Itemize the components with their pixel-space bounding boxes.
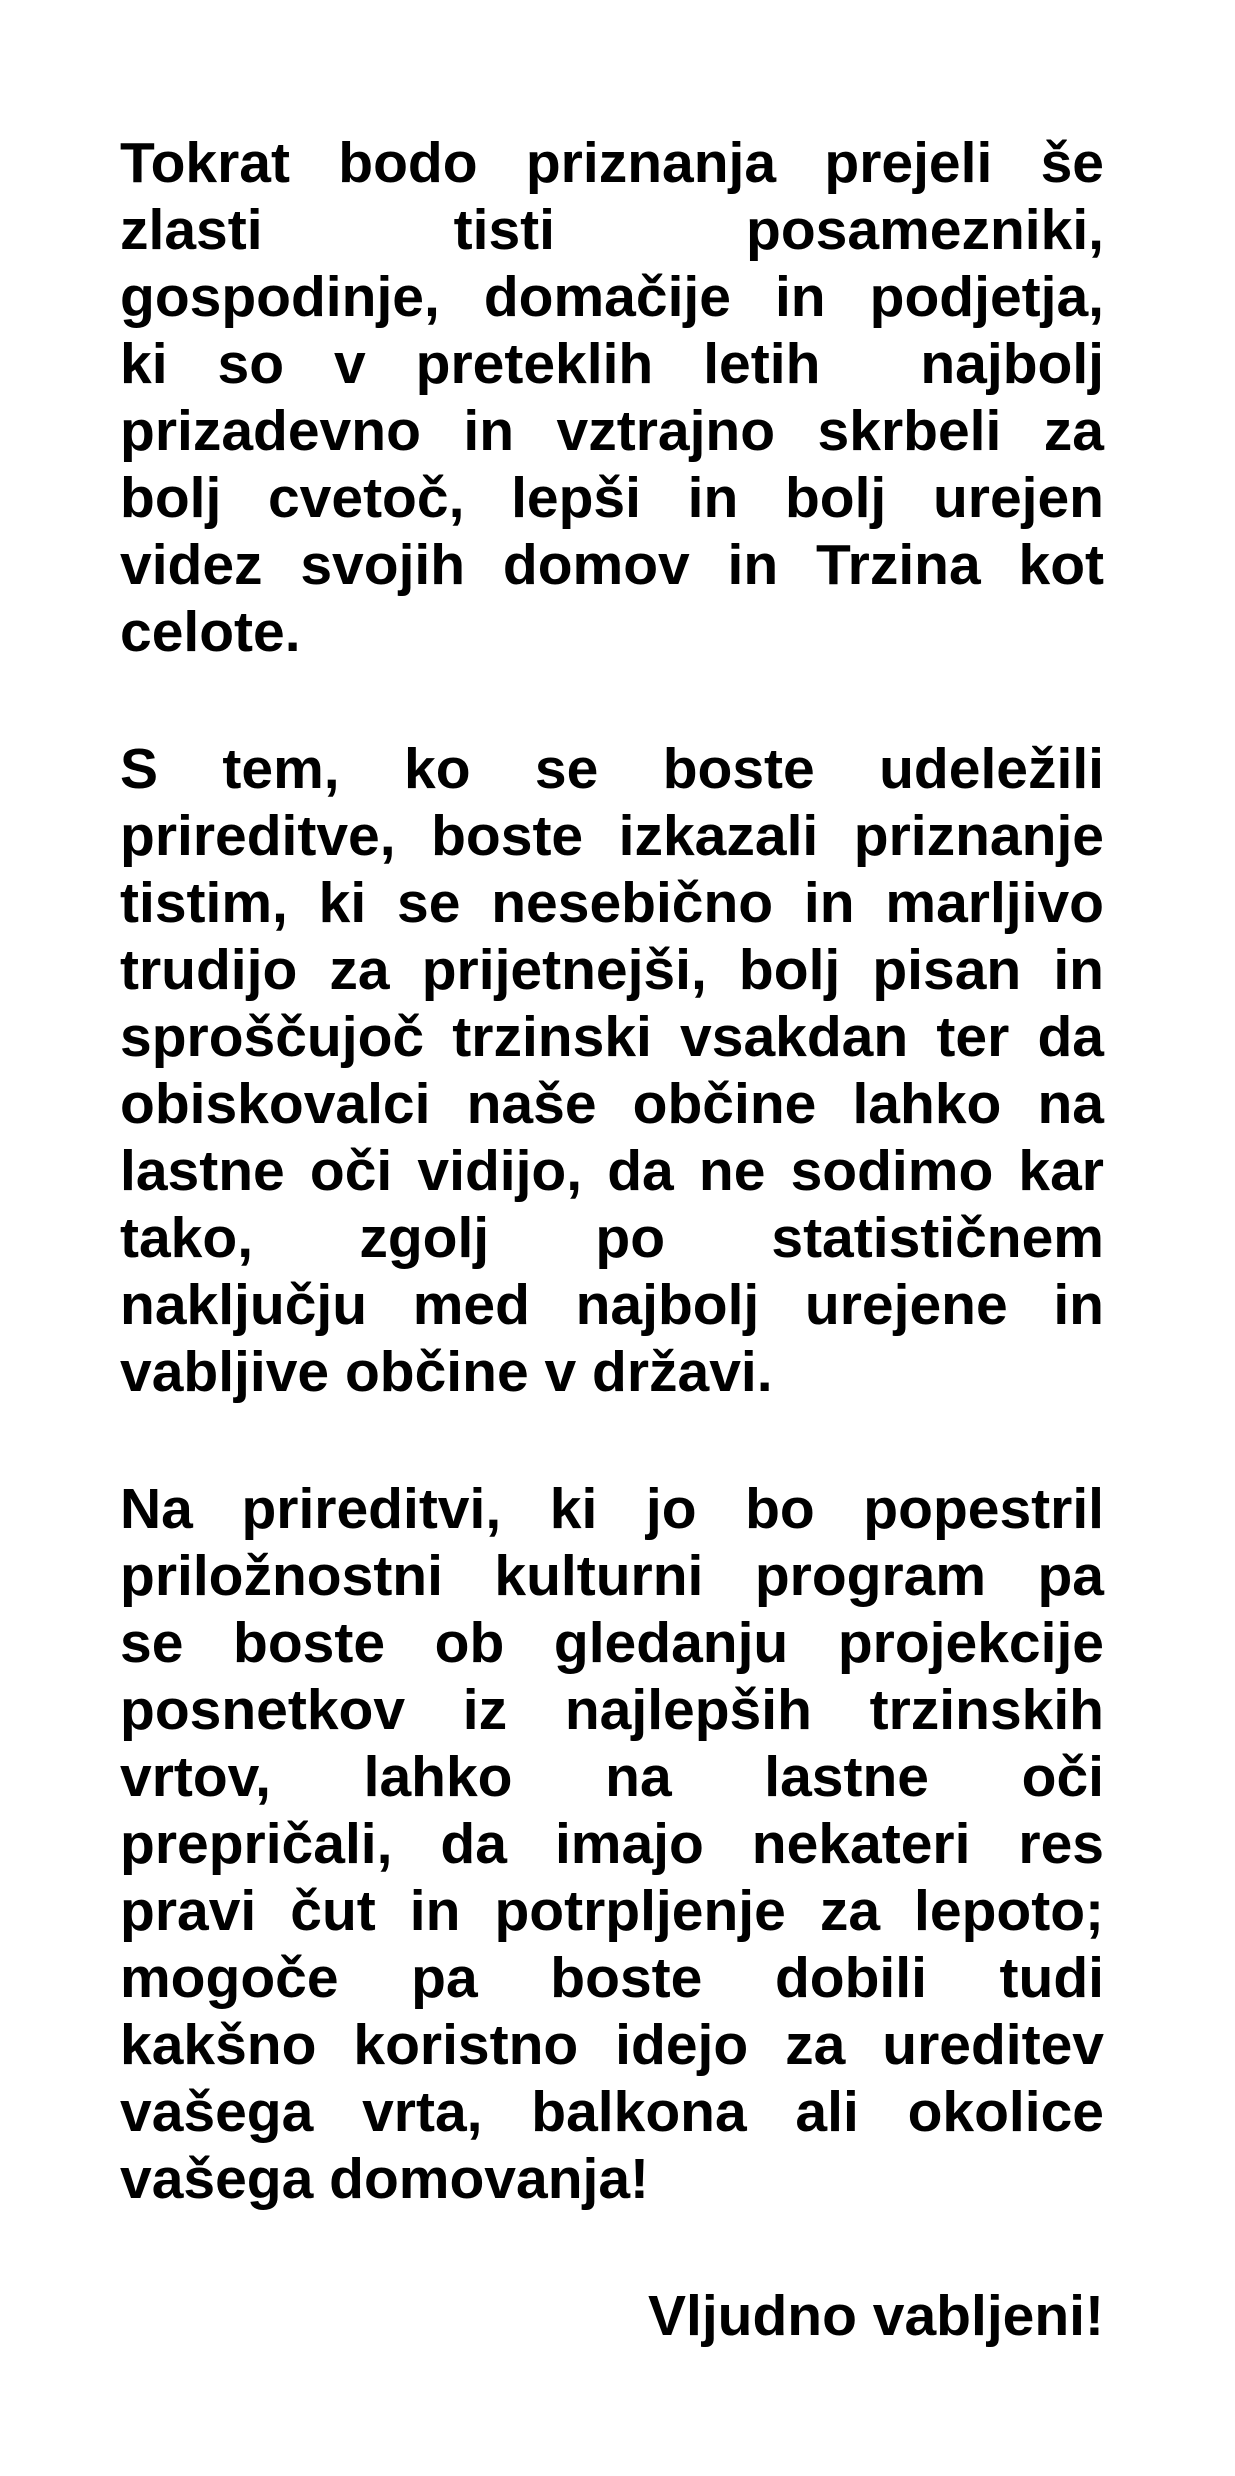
text-line: lastne oči vidijo, da ne sodimo kar	[120, 1139, 1104, 1203]
text-line: sproščujoč trzinski vsakdan ter da	[120, 1005, 1104, 1069]
text-line: naključju med najbolj urejene in	[120, 1273, 1104, 1337]
text-line: tistim, ki se nesebično in marljivo	[120, 871, 1104, 935]
text-line: vašega vrta, balkona ali okolice	[120, 2080, 1104, 2144]
paragraph-3	[120, 1476, 1104, 2213]
text-line: gospodinje, domačije in podjetja,	[120, 265, 1104, 329]
text-line: S tem, ko se boste udeležili	[120, 737, 1104, 801]
text-line: prepričali, da imajo nekateri res	[120, 1812, 1104, 1876]
text-line: Na prireditvi, ki jo bo popestril	[120, 1477, 1104, 1541]
text-block	[120, 130, 1104, 2350]
text-line: vašega domovanja!	[120, 2147, 650, 2211]
text-line: videz svojih domov in Trzina kot	[120, 533, 1104, 597]
text-line: kakšno koristno idejo za ureditev	[120, 2013, 1104, 2077]
text-line: obiskovalci naše občine lahko na	[120, 1072, 1104, 1136]
closing-line: Vljudno vabljeni!	[647, 2284, 1104, 2348]
paragraph-2	[120, 736, 1104, 1406]
text-line: vabljive občine v državi.	[120, 1340, 773, 1404]
text-line: bolj cvetoč, lepši in bolj urejen	[120, 466, 1104, 530]
text-line: se boste ob gledanju projekcije	[120, 1611, 1104, 1675]
text-line: vrtov, lahko na lastne oči	[120, 1745, 1104, 1809]
text-line: celote.	[120, 600, 301, 664]
text-line: ki so v preteklih letih najbolj	[120, 332, 1104, 396]
text-line: tako, zgolj po statističnem	[120, 1206, 1104, 1270]
text-line: mogoče pa boste dobili tudi	[120, 1946, 1104, 2010]
text-line: prizadevno in vztrajno skrbeli za	[120, 399, 1104, 463]
text-line: trudijo za prijetnejši, bolj pisan in	[120, 938, 1104, 1002]
paragraph-1	[120, 130, 1104, 666]
text-line: pravi čut in potrpljenje za lepoto;	[120, 1879, 1104, 1943]
text-line: zlasti tisti posamezniki,	[120, 198, 1104, 262]
text-line: posnetkov iz najlepših trzinskih	[120, 1678, 1104, 1742]
text-line: prireditve, boste izkazali priznanje	[120, 804, 1104, 868]
text-line: Tokrat bodo priznanja prejeli še	[120, 131, 1104, 195]
text-line: priložnostni kulturni program pa	[120, 1544, 1104, 1608]
